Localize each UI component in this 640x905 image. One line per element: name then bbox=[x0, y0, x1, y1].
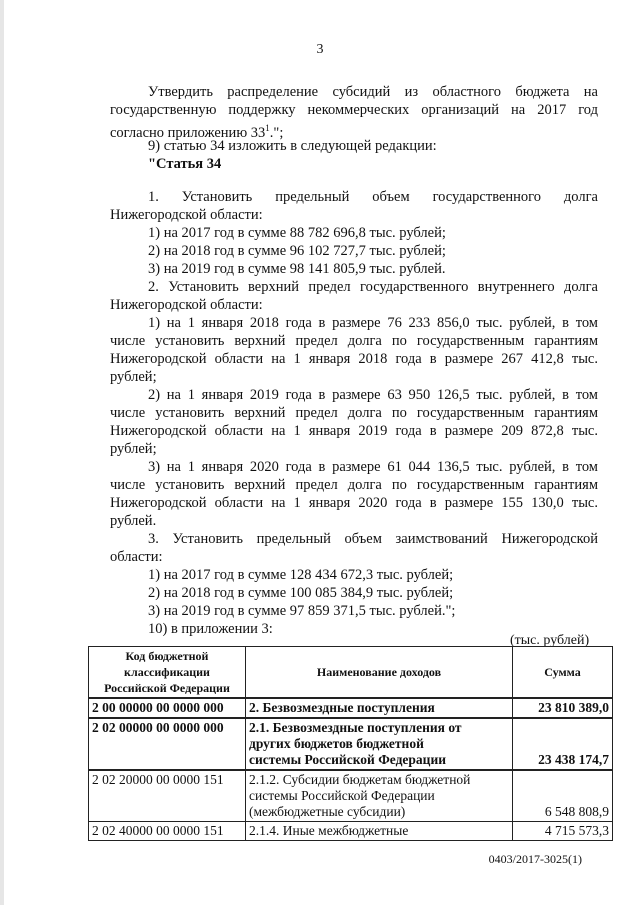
scan-edge bbox=[0, 0, 4, 905]
document-code: 0403/2017-3025(1) bbox=[488, 852, 582, 866]
paragraph-line: государственную поддержку некоммерческих организаций на 2017 год bbox=[110, 102, 598, 118]
paragraph-line: 9) статью 34 изложить в следующей редакции: bbox=[148, 138, 437, 154]
table-header-row bbox=[89, 647, 613, 699]
table-row bbox=[89, 698, 613, 718]
list-item: 1) на 2017 год в сумме 88 782 696,8 тыс. рублей; bbox=[148, 225, 446, 241]
row-code: 2 02 00000 00 0000 000 bbox=[89, 718, 246, 770]
paragraph-line: Нижегородской области на 1 января 2018 года в размере 267 412,8 тыс. bbox=[110, 351, 598, 367]
paragraph-line: рублей. bbox=[110, 513, 157, 529]
paragraph-line: области: bbox=[110, 549, 163, 565]
row-name: 2.1.2. Субсидии бюджетам бюджетной системы Российской Федерации (межбюджетные субсидии) bbox=[246, 770, 513, 822]
paragraph-line: 1) на 1 января 2018 года в размере 76 233 856,0 тыс. рублей, в том bbox=[148, 315, 598, 331]
paragraph-line: 3. Установить предельный объем заимствований Нижегородской bbox=[148, 531, 598, 547]
paragraph-line: 1. Установить предельный объем государственного долга bbox=[148, 189, 598, 205]
list-item: 3) на 2019 год в сумме 98 141 805,9 тыс. рублей. bbox=[148, 261, 446, 277]
row-amount: 23 438 174,7 bbox=[513, 718, 613, 770]
paragraph-line: рублей; bbox=[110, 369, 157, 385]
row-name: 2.1.4. Иные межбюджетные bbox=[246, 822, 513, 841]
table-unit: (тыс. рублей) bbox=[510, 633, 590, 648]
row-code: 2 02 40000 00 0000 151 bbox=[89, 822, 246, 841]
paragraph-line: Нижегородской области: bbox=[110, 207, 263, 223]
paragraph-line: 2. Установить верхний предел государственного внутреннего долга bbox=[148, 279, 598, 295]
paragraph-line: 2) на 1 января 2019 года в размере 63 950 126,5 тыс. рублей, в том bbox=[148, 387, 598, 403]
list-item: 1) на 2017 год в сумме 128 434 672,3 тыс. рублей; bbox=[148, 567, 454, 583]
header-name: Наименование доходов bbox=[246, 647, 513, 699]
row-name: 2. Безвозмездные поступления bbox=[246, 698, 513, 718]
row-code: 2 02 20000 00 0000 151 bbox=[89, 770, 246, 822]
list-item: 2) на 2018 год в сумме 96 102 727,7 тыс. рублей; bbox=[148, 243, 446, 259]
header-sum: Сумма bbox=[513, 647, 613, 699]
paragraph-line: числе установить верхний предел долга по государственным гарантиям bbox=[110, 333, 598, 349]
page-number: 3 bbox=[316, 42, 324, 57]
article-title: "Статья 34 bbox=[148, 156, 222, 172]
list-item: 3) на 2019 год в сумме 97 859 371,5 тыс. рублей."; bbox=[148, 603, 456, 619]
paragraph-line: 10) в приложении 3: bbox=[148, 621, 273, 637]
paragraph-line: 3) на 1 января 2020 года в размере 61 044 136,5 тыс. рублей, в том bbox=[148, 459, 598, 475]
paragraph-line: согласно приложению $33^1$."; bbox=[110, 123, 284, 141]
list-item: 2) на 2018 год в сумме 100 085 384,9 тыс. рублей; bbox=[148, 585, 454, 601]
paragraph-line: числе установить верхний предел долга по государственным гарантиям bbox=[110, 405, 598, 421]
row-code: 2 00 00000 00 0000 000 bbox=[89, 698, 246, 718]
row-name: 2.1. Безвозмездные поступления от других бюджетов бюджетной системы Российской Федерации bbox=[246, 718, 513, 770]
paragraph-line: Нижегородской области на 1 января 2019 года в размере 209 872,8 тыс. bbox=[110, 423, 598, 439]
row-amount: 6 548 808,9 bbox=[513, 770, 613, 822]
paragraph-line: Утвердить распределение субсидий из областного бюджета на bbox=[148, 84, 598, 100]
paragraph-line: рублей; bbox=[110, 441, 157, 457]
table-row bbox=[89, 770, 613, 822]
row-amount: 4 715 573,3 bbox=[513, 822, 613, 841]
table-row bbox=[89, 718, 613, 770]
table-row bbox=[89, 822, 613, 841]
row-amount: 23 810 389,0 bbox=[513, 698, 613, 718]
paragraph-line: Нижегородской области на 1 января 2020 года в размере 155 130,0 тыс. bbox=[110, 495, 598, 511]
paragraph-line: числе установить верхний предел долга по государственным гарантиям bbox=[110, 477, 598, 493]
header-code: Код бюджетной классификации Российской Федерации bbox=[89, 647, 246, 699]
income-table bbox=[88, 646, 613, 841]
paragraph-line: Нижегородской области: bbox=[110, 297, 263, 313]
